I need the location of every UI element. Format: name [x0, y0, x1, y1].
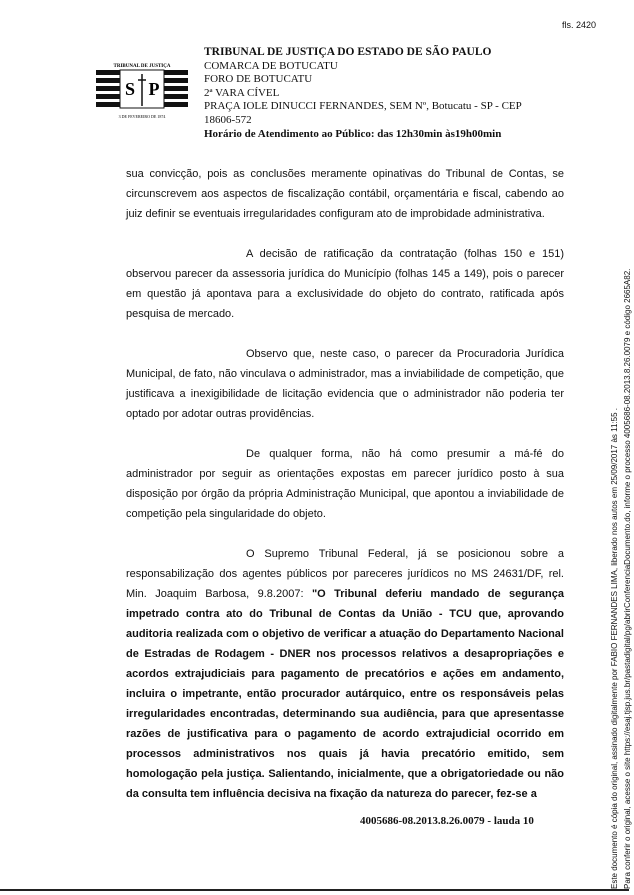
svg-text:S: S: [124, 79, 136, 99]
paragraph-1: sua convicção, pois as conclusões meramente opinativas do Tribunal de Contas, se circunscrevem aos aspectos de fiscalização contábil, orçamentária e fiscal, cabendo ao juiz definir se eventuais irregularidades configuram ato de improbidade administrativa.: [126, 168, 564, 220]
paragraph-5-text: O Supremo Tribunal Federal, já se posicionou sobre a responsabilização dos agentes públicos por pareceres jurídicos no MS 24631/DF, rel. Min. Joaquim Barbosa, 9.8.2007:: [126, 548, 564, 600]
signature-line-1: Este documento é cópia do original, assinado digitalmente por FABIO FERNANDES LIMA, liberado nos autos em 25/09/2017 às 11:55 .: [610, 407, 619, 889]
court-header: [204, 46, 584, 141]
comarca: COMARCA DE BOTUCATU: [204, 59, 338, 72]
signature-line-2: Para conferir o original, acesse o site https://esaj.tjsp.jus.br/pastadigital/pg/abrirConferenciaDocumento.do, informe o processo 4005686-08.2013.8.26.0079 e código 2665A82.: [623, 268, 632, 889]
svg-text:P: P: [148, 79, 160, 99]
address-line-2: 18606-572: [204, 113, 252, 126]
bottom-divider: [0, 889, 629, 891]
page-reference: fls. 2420: [562, 20, 597, 30]
paragraph-5-quote: "O Tribunal deferiu mandado de segurança impetrado contra ato do Tribunal de Contas da União - TCU que, aprovando auditoria realizada com o objetivo de verificar a atuação do Departamento Nacional de Estradas de Rodagem - DNER nos processos relativos a desapropriações e acordos extrajudiciais para pagamento de precatórios e ações em andamento, incluira o impetrante, então procurador autárquico, entre os responsáveis pelas irregularidades encontradas, determinando sua audiência, para que apresentasse razões de justificativa para o pagamento de acordo extrajudicial ocorrido em processos administrativos nos quais já havia precatório emitido, sem homologação pela justiça. Salientando, inicialmente, que a obrigatoriedade ou não da consulta tem influência decisiva na fixação da natureza do parecer, fez-se a: [126, 588, 565, 800]
public-hours: Horário de Atendimento ao Público: das 12h30min às19h00min: [204, 127, 502, 140]
svg-text:TRIBUNAL DE JUSTIÇA: TRIBUNAL DE JUSTIÇA: [113, 64, 171, 69]
court-name: TRIBUNAL DE JUSTIÇA DO ESTADO DE SÃO PAULO: [204, 46, 492, 58]
address-line-1: PRAÇA IOLE DINUCCI FERNANDES, SEM Nº, Botucatu - SP - CEP: [204, 100, 522, 113]
foro: FORO DE BOTUCATU: [204, 73, 313, 86]
paragraph-3: Observo que, neste caso, o parecer da Procuradoria Jurídica Municipal, de fato, não vinculava o administrador, mas a inviabilidade de competição, que justificava a inexigibilidade de licitação evidencia que o administrador não poderia ter optado por adotar outras providências.: [126, 348, 564, 420]
vara: 2ª VARA CÍVEL: [204, 86, 280, 99]
paragraph-5: [126, 544, 564, 804]
paragraph-2: A decisão de ratificação da contratação (folhas 150 e 151) observou parecer da assessoria jurídica do Município (folhas 145 a 149), pois o parecer em questão já apontava para a exclusividade do objeto do contrato, ratificada após pesquisa de mercado.: [126, 248, 564, 320]
court-seal-logo: [96, 60, 188, 124]
document-body: [126, 164, 564, 824]
paragraph-4: De qualquer forma, não há como presumir a má-fé do administrador por seguir as orientações expostas em parecer jurídico posto à sua disposição por órgão da própria Administração Municipal, que apontou a inviabilidade de competição pela singularidade do objeto.: [126, 448, 564, 520]
digital-signature-notice: [608, 129, 634, 889]
process-number-footer: 4005686-08.2013.8.26.0079 - lauda 10: [360, 815, 534, 827]
svg-text:3 DE FEVEREIRO DE 1874: 3 DE FEVEREIRO DE 1874: [118, 114, 166, 119]
